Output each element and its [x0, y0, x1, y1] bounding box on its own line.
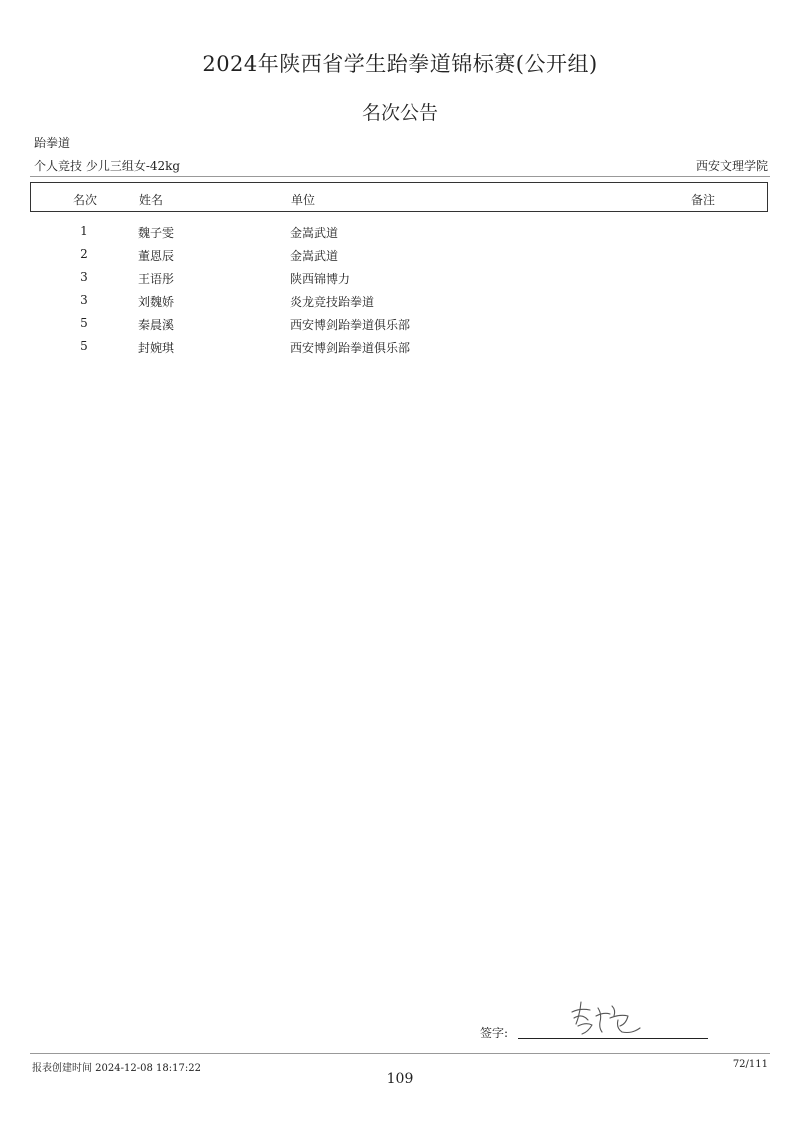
event-label: 个人竞技 少儿三组女-42kg — [34, 159, 181, 173]
name-cell: 封婉琪 — [138, 341, 175, 355]
rank-cell: 1 — [80, 224, 88, 238]
sport-label: 跆拳道 — [34, 136, 71, 150]
unit-cell: 西安博剑跆拳道俱乐部 — [290, 318, 411, 332]
header-note: 备注 — [691, 193, 716, 207]
name-cell: 魏子雯 — [138, 226, 175, 240]
table-row — [30, 224, 770, 247]
organizer-label: 西安文理学院 — [695, 159, 768, 173]
rank-cell: 3 — [80, 270, 88, 284]
page-number: 109 — [386, 1071, 414, 1087]
header-unit: 单位 — [291, 193, 316, 207]
report-created-time: 报表创建时间 2024-12-08 18:17:22 — [32, 1063, 201, 1074]
table-row — [30, 293, 770, 316]
signature-line — [518, 1038, 708, 1039]
table-header — [30, 182, 768, 212]
unit-cell: 陕西锦博力 — [290, 272, 351, 286]
name-cell: 刘魏娇 — [138, 295, 175, 309]
table-row — [30, 247, 770, 270]
unit-cell: 金嵩武道 — [290, 249, 339, 263]
unit-cell: 金嵩武道 — [290, 226, 339, 240]
document-title: 2024年陕西省学生跆拳道锦标赛(公开组) — [202, 52, 598, 76]
unit-cell: 西安博剑跆拳道俱乐部 — [290, 341, 411, 355]
unit-cell: 炎龙竞技跆拳道 — [290, 295, 375, 309]
header-rank: 名次 — [72, 193, 97, 207]
signature-label: 签字: — [480, 1026, 509, 1040]
rank-cell: 5 — [80, 339, 88, 353]
top-divider — [30, 176, 770, 177]
rank-cell: 2 — [80, 247, 88, 261]
name-cell: 王语彤 — [138, 272, 175, 286]
name-cell: 秦晨溪 — [138, 318, 175, 332]
document-subtitle: 名次公告 — [361, 102, 438, 124]
name-cell: 董恩辰 — [138, 249, 175, 263]
handwritten-signature — [566, 998, 646, 1038]
table-row — [30, 270, 770, 293]
sheet-counter: 72/111 — [732, 1059, 768, 1070]
results-table — [30, 224, 770, 362]
header-name: 姓名 — [139, 193, 164, 207]
table-row — [30, 339, 770, 362]
rank-cell: 3 — [80, 293, 88, 307]
rank-cell: 5 — [80, 316, 88, 330]
table-row — [30, 316, 770, 339]
bottom-divider — [30, 1053, 770, 1054]
